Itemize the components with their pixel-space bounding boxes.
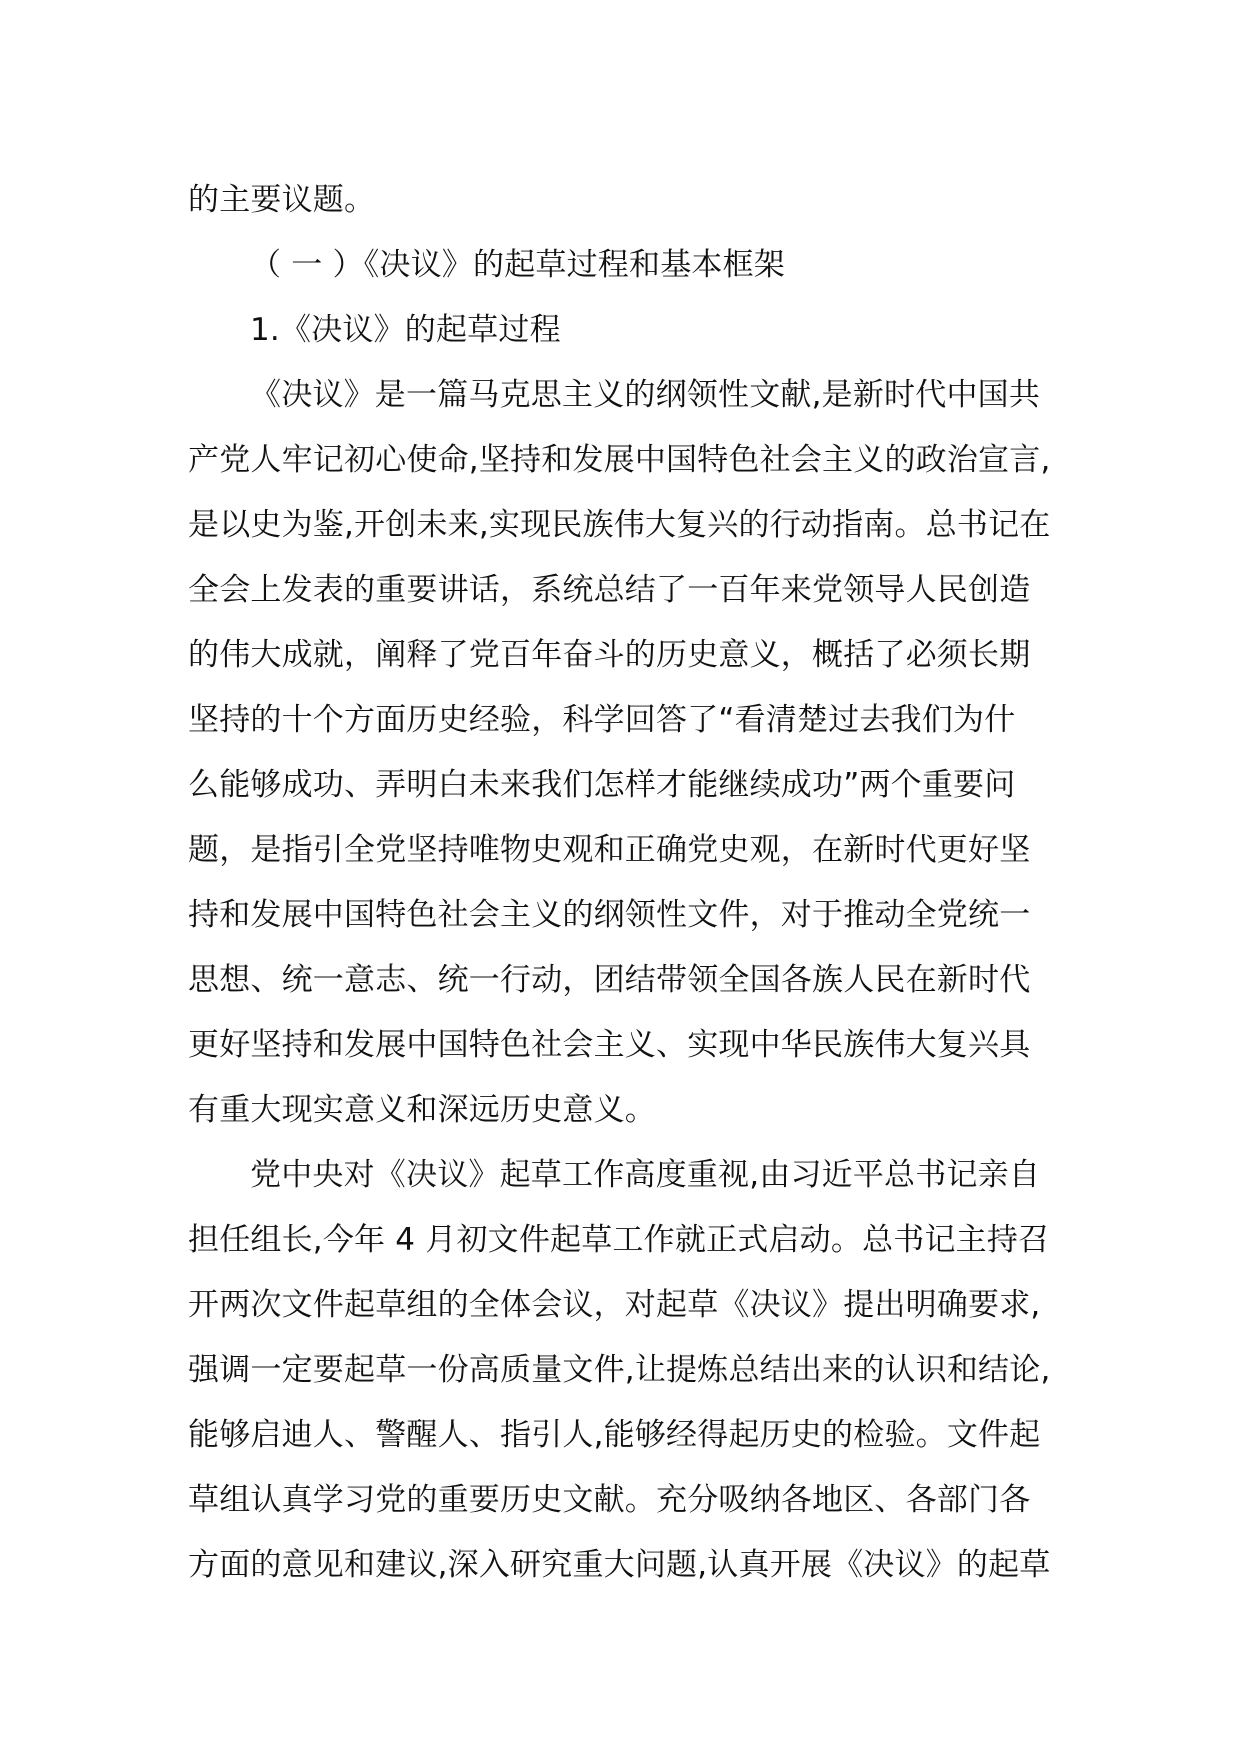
paragraph-line: 有重大现实意义和深远历史意义。 [188, 1092, 656, 1128]
paragraph-line: 的伟大成就，阐释了党百年奋斗的历史意义，概括了必须长期 [188, 637, 1031, 673]
text-line: 的主要议题。 [188, 182, 376, 218]
paragraph-line: 持和发展中国特色社会主义的纲领性文件，对于推动全党统一 [188, 897, 1031, 933]
paragraph-line: 坚持的十个方面历史经验，科学回答了“看清楚过去我们为什 [188, 702, 1016, 738]
section-heading: （ 一 ）《决议》的起草过程和基本框架 [250, 247, 786, 283]
paragraph-line: 么能够成功、弄明白未来我们怎样才能继续成功”两个重要问 [188, 767, 1016, 803]
paragraph-line: 开两次文件起草组的全体会议，对起草《决议》提出明确要求, [188, 1287, 1041, 1323]
paragraph-line: 担任组长,今年 4 月初文件起草工作就正式启动。总书记主持召 [188, 1222, 1050, 1258]
paragraph-line: 全会上发表的重要讲话，系统总结了一百年来党领导人民创造 [188, 572, 1031, 608]
paragraph-line: 草组认真学习党的重要历史文献。充分吸纳各地区、各部门各 [188, 1482, 1031, 1518]
paragraph-line: 方面的意见和建议,深入研究重大问题,认真开展《决议》的起草 [188, 1547, 1051, 1583]
paragraph-line: 思想、统一意志、统一行动，团结带领全国各族人民在新时代 [188, 962, 1031, 998]
paragraph-line: 题，是指引全党坚持唯物史观和正确党史观，在新时代更好坚 [188, 832, 1031, 868]
paragraph-line: 能够启迪人、警醒人、指引人,能够经得起历史的检验。文件起 [188, 1417, 1041, 1453]
paragraph-line: 产党人牢记初心使命,坚持和发展中国特色社会主义的政治宣言, [188, 442, 1051, 478]
document-body [188, 168, 1058, 1598]
paragraph-line: 党中央对《决议》起草工作高度重视,由习近平总书记亲自 [250, 1157, 1041, 1193]
subsection-heading: 1.《决议》的起草过程 [250, 312, 561, 348]
paragraph-line: 更好坚持和发展中国特色社会主义、实现中华民族伟大复兴具 [188, 1027, 1031, 1063]
paragraph-line: 是以史为鉴,开创未来,实现民族伟大复兴的行动指南。总书记在 [188, 507, 1051, 543]
paragraph-line: 《决议》是一篇马克思主义的纲领性文献,是新时代中国共 [250, 377, 1041, 413]
paragraph-line: 强调一定要起草一份高质量文件,让提炼总结出来的认识和结论, [188, 1352, 1051, 1388]
